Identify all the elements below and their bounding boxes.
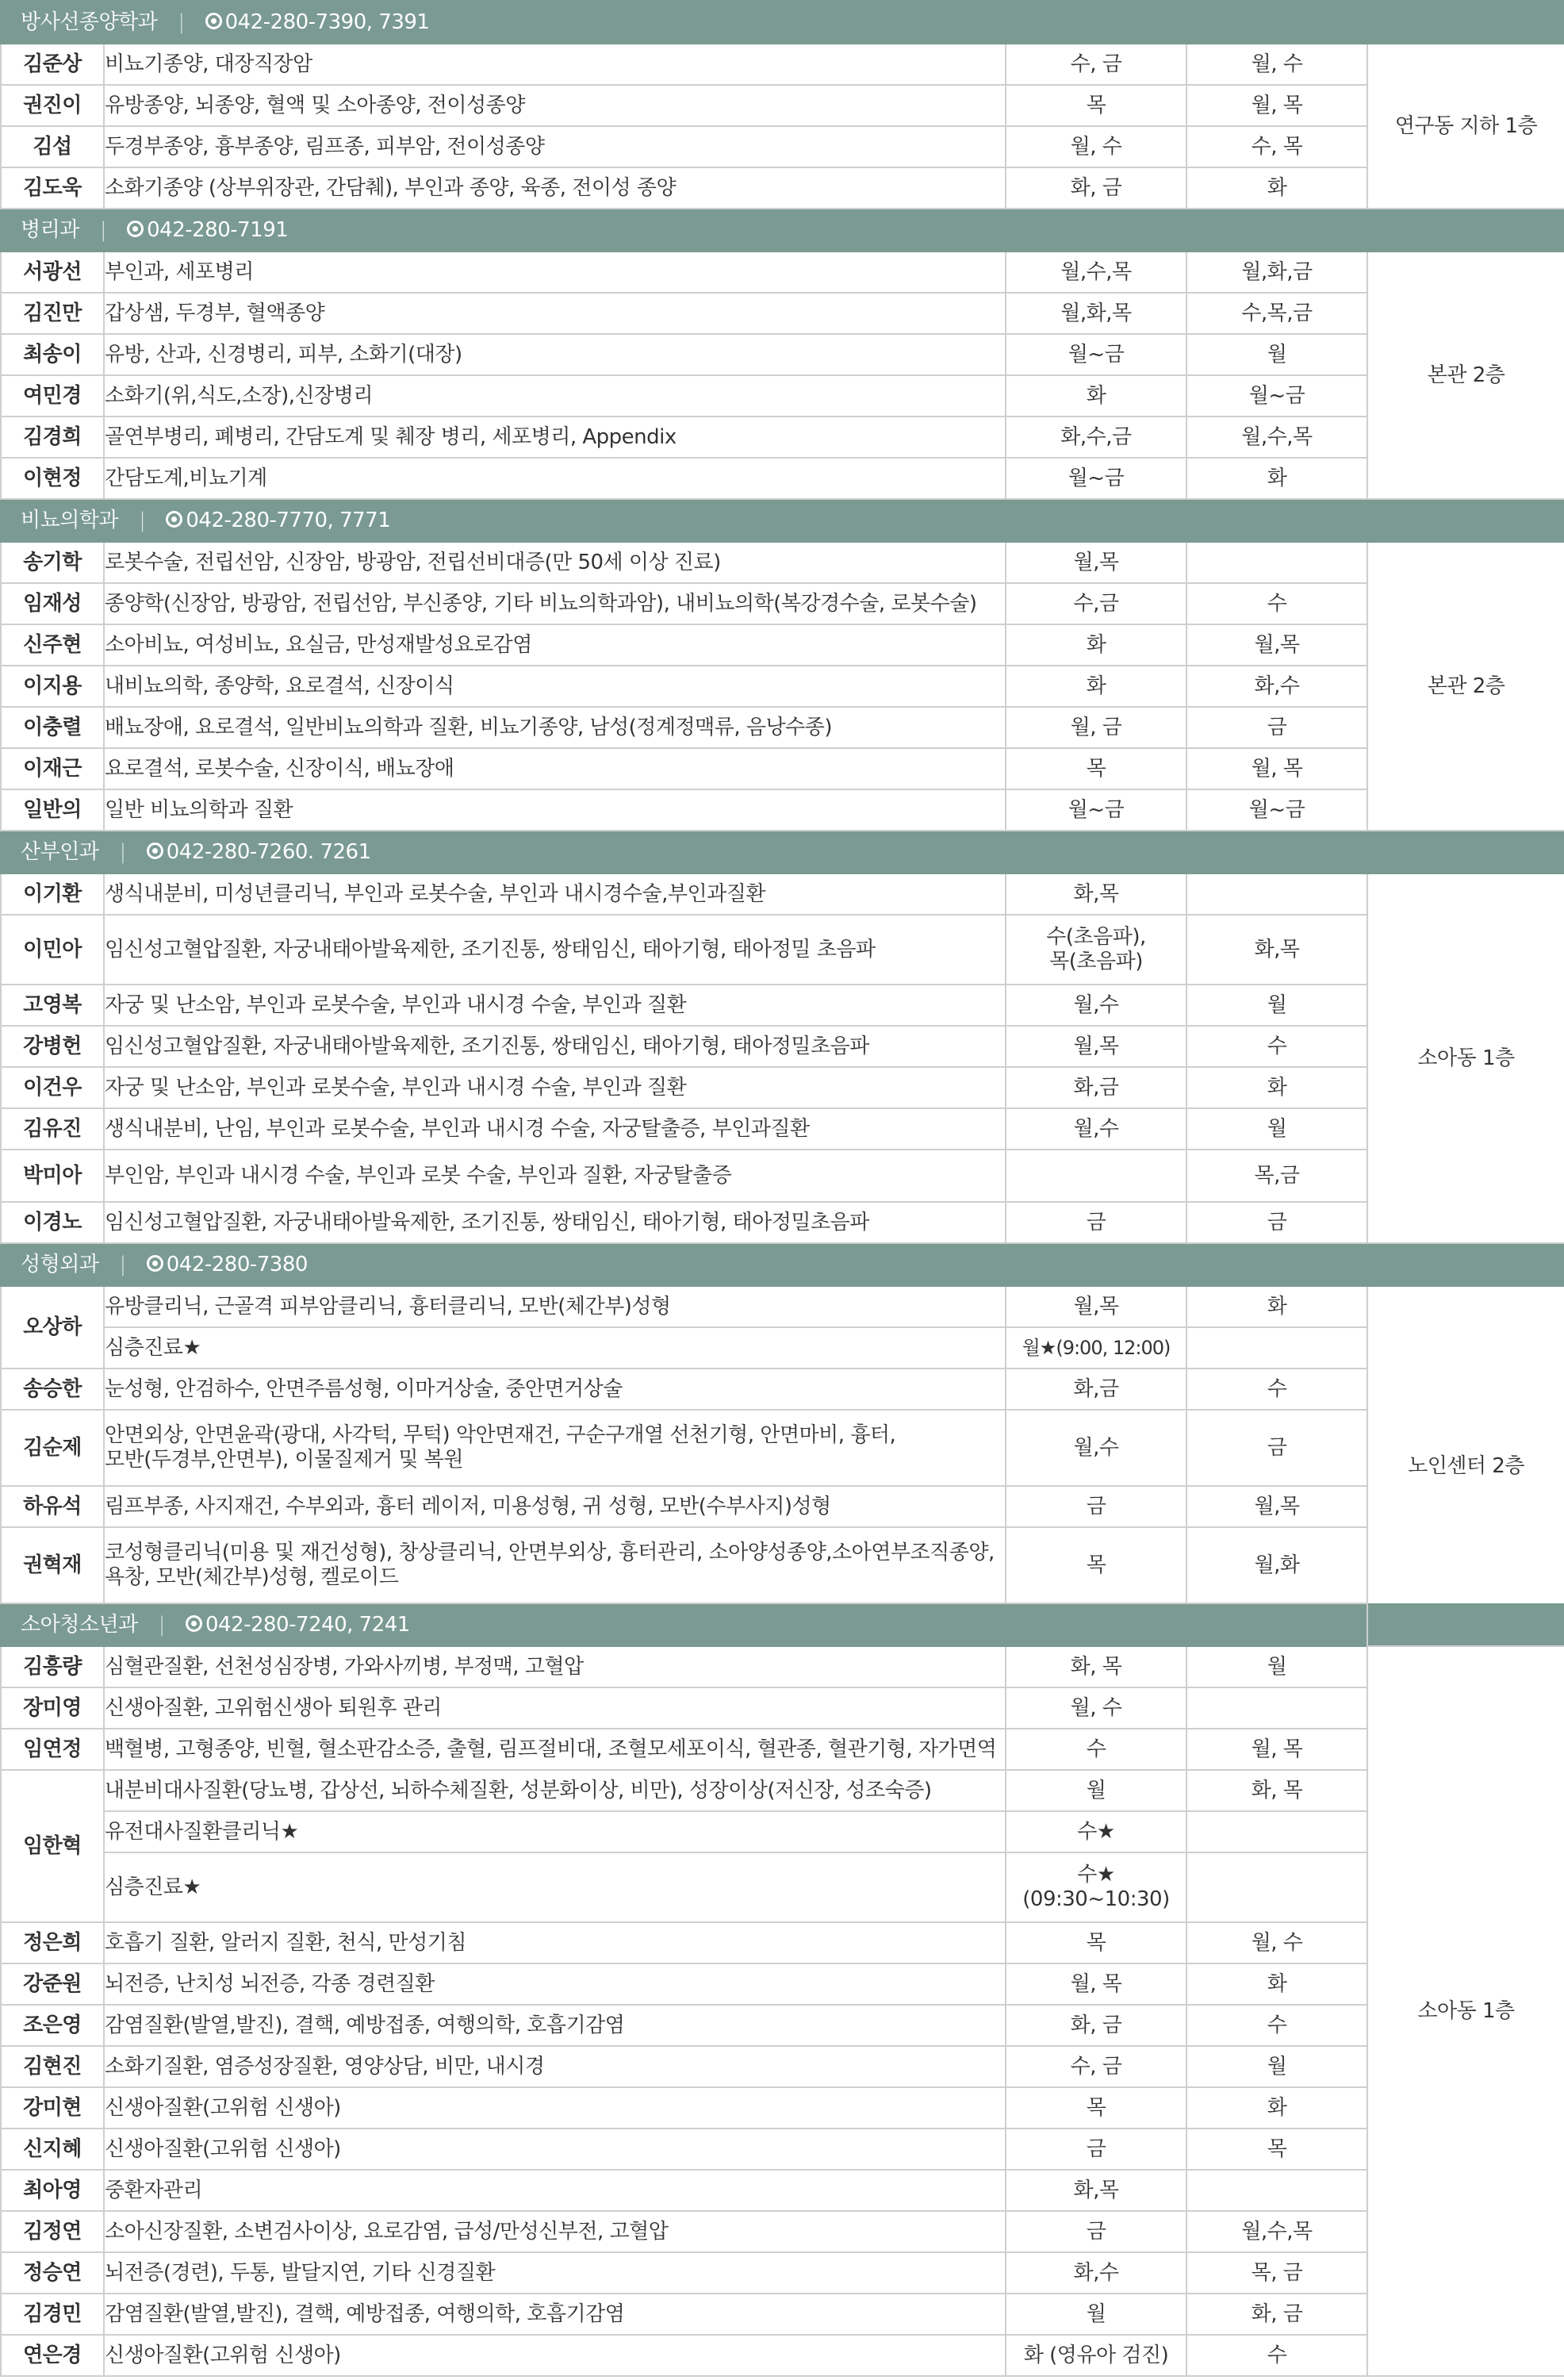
doctor-name: 이재근 — [1, 748, 104, 789]
specialty: 신생아질환, 고위험신생아 퇴원후 관리 — [104, 1687, 1006, 1729]
dept-phone: 042-280-7191 — [147, 217, 289, 242]
table-row — [1, 789, 1564, 831]
doctor-name: 이현정 — [1, 458, 104, 499]
pm-days — [1186, 2170, 1367, 2211]
specialty: 배뇨장애, 요로결석, 일반비뇨의학과 질환, 비뇨기종양, 남성(정계정맥류, 음낭수종) — [104, 707, 1006, 748]
doctor-name: 김섭 — [1, 126, 104, 167]
doctor-name: 여민경 — [1, 375, 104, 416]
dept-title: 산부인과 — [21, 839, 99, 864]
doctor-name: 조은영 — [1, 2005, 104, 2046]
table-row — [1, 873, 1564, 915]
doctor-name: 정은희 — [1, 1922, 104, 1964]
am-days: 금 — [1006, 1202, 1186, 1243]
doctor-name: 김진만 — [1, 293, 104, 334]
table-row — [1, 1486, 1564, 1527]
pm-days: 금 — [1186, 1202, 1367, 1243]
doctor-name: 김유진 — [1, 1108, 104, 1150]
table-row — [1, 2294, 1564, 2335]
am-days: 월,목 — [1006, 1286, 1186, 1327]
am-days: 수(초음파), 목(초음파) — [1006, 915, 1186, 985]
pm-days: 월 — [1186, 334, 1367, 375]
table-row — [1, 126, 1564, 167]
doctor-name: 이충렬 — [1, 707, 104, 748]
specialty: 임신성고혈압질환, 자궁내태아발육제한, 조기진통, 쌍태임신, 태아기형, 태아정밀초음파 — [104, 1202, 1006, 1243]
location: 연구동 지하 1층 — [1367, 44, 1564, 209]
location: 소아동 1층 — [1367, 873, 1564, 1243]
doctor-name: 최송이 — [1, 334, 104, 375]
table-row — [1, 915, 1564, 985]
pm-days: 수 — [1186, 1026, 1367, 1067]
doctor-name: 하유석 — [1, 1486, 104, 1527]
specialty: 안면외상, 안면윤곽(광대, 사각턱, 무턱) 악안면재건, 구순구개열 선천기형, 안면마비, 흉터, 모반(두경부,안면부), 이물질제거 및 복원 — [104, 1410, 1006, 1486]
table-row — [1, 375, 1564, 416]
doctor-name: 김정연 — [1, 2211, 104, 2252]
pm-days: 수,목,금 — [1186, 293, 1367, 334]
specialty: 신생아질환(고위험 신생아) — [104, 2087, 1006, 2129]
specialty: 신생아질환(고위험 신생아) — [104, 2129, 1006, 2170]
dept-title: 병리과 — [21, 217, 79, 242]
doctor-name: 임재성 — [1, 583, 104, 624]
am-days: 월~금 — [1006, 789, 1186, 831]
am-days: 화 — [1006, 666, 1186, 707]
am-days — [1006, 1150, 1186, 1202]
specialty: 비뇨기종양, 대장직장암 — [104, 44, 1006, 85]
doctor-name: 이경노 — [1, 1202, 104, 1243]
am-days: 월,목 — [1006, 1026, 1186, 1067]
dept-phone: 042-280-7260. 7261 — [166, 839, 371, 864]
specialty: 유방종양, 뇌종양, 혈액 및 소아종양, 전이성종양 — [104, 85, 1006, 126]
specialty: 부인과, 세포병리 — [104, 251, 1006, 293]
pm-days — [1186, 1852, 1367, 1922]
specialty: 림프부종, 사지재건, 수부외과, 흉터 레이저, 미용성형, 귀 성형, 모반(수부사지)성형 — [104, 1486, 1006, 1527]
specialty: 소아비뇨, 여성비뇨, 요실금, 만성재발성요로감염 — [104, 624, 1006, 666]
table-row — [1, 1687, 1564, 1729]
pm-days: 월,수,목 — [1186, 416, 1367, 458]
pm-days: 월 — [1186, 2046, 1367, 2087]
doctor-name: 김현진 — [1, 2046, 104, 2087]
specialty: 내분비대사질환(당뇨병, 갑상선, 뇌하수체질환, 성분화이상, 비만), 성장이상(저신장, 성조숙증) — [104, 1770, 1006, 1811]
doctor-name: 최아영 — [1, 2170, 104, 2211]
phone-icon — [186, 1615, 202, 1632]
table-row — [1, 458, 1564, 499]
pm-days: 화 — [1186, 2087, 1367, 2129]
doctor-name: 권진이 — [1, 85, 104, 126]
specialty: 생식내분비, 난임, 부인과 로봇수술, 부인과 내시경 수술, 자궁탈출증, 부인과질환 — [104, 1108, 1006, 1150]
table-row — [1, 2170, 1564, 2211]
table-row — [1, 985, 1564, 1026]
pm-days — [1186, 542, 1367, 583]
doctor-name: 임한혁 — [1, 1770, 104, 1922]
pm-days: 월 — [1186, 985, 1367, 1026]
specialty: 유방, 산과, 신경병리, 피부, 소화기(대장) — [104, 334, 1006, 375]
pm-days: 화, 금 — [1186, 2294, 1367, 2335]
am-days: 수, 금 — [1006, 44, 1186, 85]
table-row — [1, 1026, 1564, 1067]
am-days: 월★(9:00, 12:00) — [1006, 1327, 1186, 1368]
table-row — [1, 1852, 1564, 1922]
pm-days: 월,수,목 — [1186, 2211, 1367, 2252]
am-days: 화 — [1006, 375, 1186, 416]
pm-days: 목, 금 — [1186, 2252, 1367, 2294]
doctor-name: 임연정 — [1, 1729, 104, 1770]
pm-days: 화,목 — [1186, 915, 1367, 985]
table-row — [1, 1770, 1564, 1811]
pm-days: 월,목 — [1186, 1486, 1367, 1527]
am-days: 월,목 — [1006, 542, 1186, 583]
pm-days: 수 — [1186, 1368, 1367, 1410]
pm-days: 화 — [1186, 1067, 1367, 1108]
specialty: 소아신장질환, 소변검사이상, 요로감염, 급성/만성신부전, 고혈압 — [104, 2211, 1006, 2252]
pm-days — [1186, 1811, 1367, 1852]
pm-days: 월,화,금 — [1186, 251, 1367, 293]
am-days: 월, 수 — [1006, 126, 1186, 167]
table-row — [1, 85, 1564, 126]
specialty: 로봇수술, 전립선암, 신장암, 방광암, 전립선비대증(만 50세 이상 진료) — [104, 542, 1006, 583]
pm-days: 목 — [1186, 2129, 1367, 2170]
table-row — [1, 2087, 1564, 2129]
table-row — [1, 44, 1564, 85]
am-days: 화,수,금 — [1006, 416, 1186, 458]
specialty: 유전대사질환클리닉★ — [104, 1811, 1006, 1852]
location: 본관 2층 — [1367, 542, 1564, 831]
table-row — [1, 1646, 1564, 1687]
table-row — [1, 1286, 1564, 1327]
doctor-name: 송승한 — [1, 1368, 104, 1410]
phone-icon — [166, 511, 182, 528]
dept-header — [1, 1243, 1564, 1286]
table-row — [1, 1368, 1564, 1410]
am-days: 월, 목 — [1006, 1964, 1186, 2005]
table-row — [1, 1729, 1564, 1770]
phone-icon — [205, 13, 222, 29]
separator: | — [119, 839, 126, 864]
specialty: 감염질환(발열,발진), 결핵, 예방접종, 여행의학, 호흡기감염 — [104, 2294, 1006, 2335]
dept-header — [1, 1603, 1564, 1646]
doctor-name: 김경희 — [1, 416, 104, 458]
am-days: 화, 목 — [1006, 1646, 1186, 1687]
table-row — [1, 2335, 1564, 2376]
pm-days: 수, 목 — [1186, 126, 1367, 167]
separator: | — [158, 1612, 165, 1637]
am-days: 수, 금 — [1006, 2046, 1186, 2087]
table-row — [1, 2129, 1564, 2170]
specialty: 임신성고혈압질환, 자궁내태아발육제한, 조기진통, 쌍태임신, 태아기형, 태아정밀 초음파 — [104, 915, 1006, 985]
table-row — [1, 2252, 1564, 2294]
pm-days: 금 — [1186, 707, 1367, 748]
am-days: 월,수 — [1006, 985, 1186, 1026]
am-days: 목 — [1006, 1922, 1186, 1964]
doctor-name: 이민아 — [1, 915, 104, 985]
dept-phone: 042-280-7770, 7771 — [186, 508, 391, 532]
am-days: 수,금 — [1006, 583, 1186, 624]
phone-icon — [127, 221, 144, 237]
am-days: 금 — [1006, 2129, 1186, 2170]
pm-days: 월, 목 — [1186, 748, 1367, 789]
location: 노인센터 2층 — [1367, 1286, 1564, 1646]
table-row — [1, 707, 1564, 748]
specialty: 소화기종양 (상부위장관, 간담췌), 부인과 종양, 육종, 전이성 종양 — [104, 167, 1006, 209]
specialty: 뇌전증(경련), 두통, 발달지연, 기타 신경질환 — [104, 2252, 1006, 2294]
am-days: 월~금 — [1006, 334, 1186, 375]
pm-days — [1186, 1327, 1367, 1368]
pm-days: 화 — [1186, 167, 1367, 209]
doctor-name: 장미영 — [1, 1687, 104, 1729]
doctor-name: 서광선 — [1, 251, 104, 293]
specialty: 골연부병리, 폐병리, 간담도계 및 췌장 병리, 세포병리, Appendix — [104, 416, 1006, 458]
am-days: 수★ (09:30~10:30) — [1006, 1852, 1186, 1922]
am-days: 화, 금 — [1006, 2005, 1186, 2046]
table-row — [1, 666, 1564, 707]
specialty: 심혈관질환, 선천성심장병, 가와사끼병, 부정맥, 고혈압 — [104, 1646, 1006, 1687]
doctor-name: 박미아 — [1, 1150, 104, 1202]
dept-header — [1, 209, 1564, 251]
table-row — [1, 251, 1564, 293]
table-row — [1, 293, 1564, 334]
table-row — [1, 1108, 1564, 1150]
pm-days: 수 — [1186, 583, 1367, 624]
table-row — [1, 1327, 1564, 1368]
table-row — [1, 1527, 1564, 1603]
pm-days: 월, 수 — [1186, 44, 1367, 85]
specialty: 일반 비뇨의학과 질환 — [104, 789, 1006, 831]
pm-days: 화, 목 — [1186, 1770, 1367, 1811]
dept-title: 방사선종양학과 — [21, 10, 158, 34]
pm-days — [1186, 1687, 1367, 1729]
specialty: 눈성형, 안검하수, 안면주름성형, 이마거상술, 중안면거상술 — [104, 1368, 1006, 1410]
specialty: 호흡기 질환, 알러지 질환, 천식, 만성기침 — [104, 1922, 1006, 1964]
doctor-name: 이기환 — [1, 873, 104, 915]
pm-days: 월~금 — [1186, 789, 1367, 831]
doctor-name: 김경민 — [1, 2294, 104, 2335]
separator: | — [178, 10, 185, 34]
dept-header — [1, 831, 1564, 873]
specialty: 신생아질환(고위험 신생아) — [104, 2335, 1006, 2376]
doctor-name: 이지용 — [1, 666, 104, 707]
dept-title: 비뇨의학과 — [21, 508, 119, 532]
am-days: 월~금 — [1006, 458, 1186, 499]
table-row — [1, 334, 1564, 375]
am-days: 수 — [1006, 1729, 1186, 1770]
dept-phone: 042-280-7390, 7391 — [224, 10, 430, 34]
pm-days: 화 — [1186, 1964, 1367, 2005]
doctor-name: 강준원 — [1, 1964, 104, 2005]
table-row — [1, 748, 1564, 789]
doctor-name: 신지혜 — [1, 2129, 104, 2170]
am-days: 수★ — [1006, 1811, 1186, 1852]
pm-days: 월, 목 — [1186, 1729, 1367, 1770]
location: 소아동 1층 — [1367, 1646, 1564, 2376]
table-row — [1, 1067, 1564, 1108]
specialty: 자궁 및 난소암, 부인과 로봇수술, 부인과 내시경 수술, 부인과 질환 — [104, 985, 1006, 1026]
pm-days: 월~금 — [1186, 375, 1367, 416]
table-row — [1, 416, 1564, 458]
am-days: 목 — [1006, 748, 1186, 789]
table-row — [1, 542, 1564, 583]
specialty: 중환자관리 — [104, 2170, 1006, 2211]
doctor-name: 김순제 — [1, 1410, 104, 1486]
pm-days: 금 — [1186, 1410, 1367, 1486]
am-days: 금 — [1006, 2211, 1186, 2252]
table-row — [1, 2005, 1564, 2046]
pm-days: 수 — [1186, 2005, 1367, 2046]
specialty: 요로결석, 로봇수술, 신장이식, 배뇨장애 — [104, 748, 1006, 789]
am-days: 화, 금 — [1006, 167, 1186, 209]
specialty: 내비뇨의학, 종양학, 요로결석, 신장이식 — [104, 666, 1006, 707]
pm-days: 화,수 — [1186, 666, 1367, 707]
am-days: 월, 수 — [1006, 1687, 1186, 1729]
phone-icon — [147, 843, 163, 859]
pm-days: 월, 목 — [1186, 85, 1367, 126]
specialty: 자궁 및 난소암, 부인과 로봇수술, 부인과 내시경 수술, 부인과 질환 — [104, 1067, 1006, 1108]
dept-phone: 042-280-7380 — [166, 1252, 308, 1276]
table-row — [1, 583, 1564, 624]
doctor-name: 정승연 — [1, 2252, 104, 2294]
am-days: 월,수 — [1006, 1410, 1186, 1486]
location: 본관 2층 — [1367, 251, 1564, 499]
specialty: 소화기질환, 염증성장질환, 영양상담, 비만, 내시경 — [104, 2046, 1006, 2087]
pm-days: 월 — [1186, 1108, 1367, 1150]
table-row — [1, 624, 1564, 666]
separator: | — [119, 1252, 126, 1276]
specialty: 갑상샘, 두경부, 혈액종양 — [104, 293, 1006, 334]
specialty: 간담도계,비뇨기계 — [104, 458, 1006, 499]
dept-header — [1, 499, 1564, 542]
dept-header — [1, 1, 1564, 44]
specialty: 감염질환(발열,발진), 결핵, 예방접종, 여행의학, 호흡기감염 — [104, 2005, 1006, 2046]
doctor-name: 권혁재 — [1, 1527, 104, 1603]
am-days: 목 — [1006, 85, 1186, 126]
am-days: 화 — [1006, 624, 1186, 666]
table-row — [1, 2211, 1564, 2252]
table-row — [1, 1811, 1564, 1852]
separator: | — [139, 508, 146, 532]
specialty: 백혈병, 고형종양, 빈혈, 혈소판감소증, 출혈, 림프절비대, 조혈모세포이식, 혈관종, 혈관기형, 자가면역 — [104, 1729, 1006, 1770]
am-days: 목 — [1006, 1527, 1186, 1603]
doctor-name: 이건우 — [1, 1067, 104, 1108]
pm-days: 화 — [1186, 1286, 1367, 1327]
specialty: 종양학(신장암, 방광암, 전립선암, 부신종양, 기타 비뇨의학과암), 내비뇨의학(복강경수술, 로봇수술) — [104, 583, 1006, 624]
doctor-name: 고영복 — [1, 985, 104, 1026]
am-days: 화,금 — [1006, 1067, 1186, 1108]
am-days: 월 — [1006, 1770, 1186, 1811]
table-row — [1, 1922, 1564, 1964]
am-days: 화 (영유아 검진) — [1006, 2335, 1186, 2376]
doctor-name: 김준상 — [1, 44, 104, 85]
pm-days: 목,금 — [1186, 1150, 1367, 1202]
doctor-name: 연은경 — [1, 2335, 104, 2376]
doctor-name: 강미현 — [1, 2087, 104, 2129]
doctor-name: 송기학 — [1, 542, 104, 583]
table-row — [1, 2046, 1564, 2087]
am-days: 화,수 — [1006, 2252, 1186, 2294]
am-days: 월 — [1006, 2294, 1186, 2335]
separator: | — [99, 217, 107, 242]
am-days: 목 — [1006, 2087, 1186, 2129]
am-days: 월,화,목 — [1006, 293, 1186, 334]
pm-days: 월, 수 — [1186, 1922, 1367, 1964]
specialty: 유방클리닉, 근골격 피부암클리닉, 흉터클리닉, 모반(체간부)성형 — [104, 1286, 1006, 1327]
table-row — [1, 167, 1564, 209]
am-days: 화,목 — [1006, 2170, 1186, 2211]
dept-title: 소아청소년과 — [21, 1612, 138, 1637]
table-row — [1, 1202, 1564, 1243]
specialty: 두경부종양, 흉부종양, 림프종, 피부암, 전이성종양 — [104, 126, 1006, 167]
doctor-name: 신주현 — [1, 624, 104, 666]
specialty: 심층진료★ — [104, 1852, 1006, 1922]
doctor-name: 강병헌 — [1, 1026, 104, 1067]
am-days: 화,목 — [1006, 873, 1186, 915]
doctor-name: 오상하 — [1, 1286, 104, 1368]
table-row — [1, 1150, 1564, 1202]
pm-days — [1186, 873, 1367, 915]
pm-days: 화 — [1186, 458, 1367, 499]
am-days: 월,수 — [1006, 1108, 1186, 1150]
am-days: 화,금 — [1006, 1368, 1186, 1410]
dept-title: 성형외과 — [21, 1252, 99, 1276]
phone-icon — [147, 1255, 163, 1272]
am-days: 월,수,목 — [1006, 251, 1186, 293]
specialty: 코성형클리닉(미용 및 재건성형), 창상클리닉, 안면부외상, 흉터관리, 소아양성종양,소아연부조직종양, 욕창, 모반(체간부)성형, 켈로이드 — [104, 1527, 1006, 1603]
pm-days: 월,목 — [1186, 624, 1367, 666]
specialty: 부인암, 부인과 내시경 수술, 부인과 로봇 수술, 부인과 질환, 자궁탈출증 — [104, 1150, 1006, 1202]
specialty: 임신성고혈압질환, 자궁내태아발육제한, 조기진통, 쌍태임신, 태아기형, 태아정밀초음파 — [104, 1026, 1006, 1067]
specialty: 생식내분비, 미성년클리닉, 부인과 로봇수술, 부인과 내시경수술,부인과질환 — [104, 873, 1006, 915]
dept-phone: 042-280-7240, 7241 — [205, 1612, 410, 1637]
specialty: 소화기(위,식도,소장),신장병리 — [104, 375, 1006, 416]
am-days: 금 — [1006, 1486, 1186, 1527]
doctor-name: 김흥량 — [1, 1646, 104, 1687]
doctor-name: 일반의 — [1, 789, 104, 831]
pm-days: 월 — [1186, 1646, 1367, 1687]
am-days: 월, 금 — [1006, 707, 1186, 748]
pm-days: 수 — [1186, 2335, 1367, 2376]
table-row — [1, 1410, 1564, 1486]
doctor-name: 김도욱 — [1, 167, 104, 209]
specialty: 뇌전증, 난치성 뇌전증, 각종 경련질환 — [104, 1964, 1006, 2005]
pm-days: 월,화 — [1186, 1527, 1367, 1603]
specialty: 심층진료★ — [104, 1327, 1006, 1368]
table-row — [1, 1964, 1564, 2005]
